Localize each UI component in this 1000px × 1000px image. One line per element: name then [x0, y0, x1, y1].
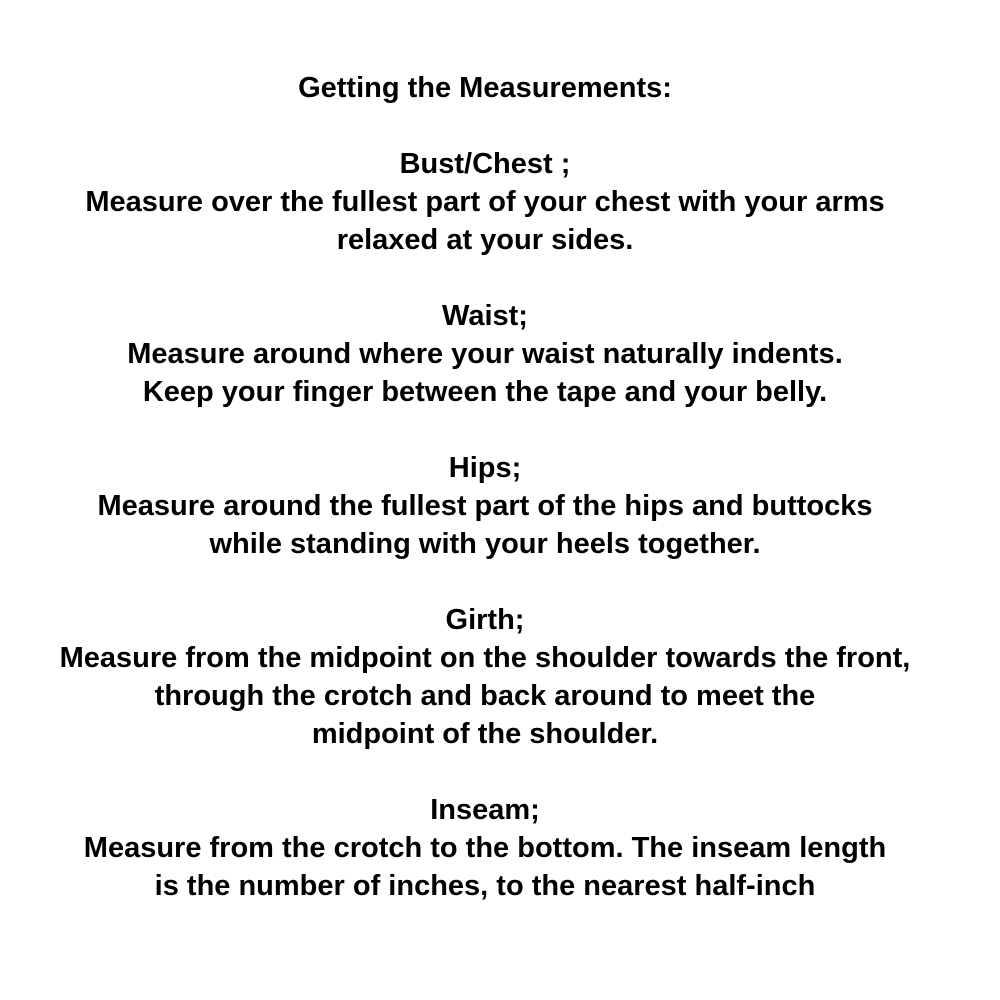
section-text-line: Measure around where your waist naturally indents.	[127, 338, 843, 370]
page-title: Getting the Measurements:	[298, 72, 672, 104]
section-text-line: Keep your finger between the tape and your belly.	[142, 376, 828, 408]
section-heading-waist: Waist;	[442, 300, 528, 332]
section-heading-girth: Girth;	[445, 604, 525, 636]
section-text-line: Measure from the crotch to the bottom. The inseam length	[83, 832, 887, 864]
section-text-line: through the crotch and back around to meet the	[154, 680, 816, 712]
section-text-line: Measure from the midpoint on the shoulder towards the front,	[59, 642, 911, 674]
section-heading-hips: Hips;	[448, 452, 522, 484]
section-text-line: Measure over the fullest part of your chest with your arms	[85, 186, 885, 218]
section-text-line: Measure around the fullest part of the hips and buttocks	[97, 490, 873, 522]
section-text-line: is the number of inches, to the nearest half-inch	[154, 870, 816, 902]
section-text-line: midpoint of the shoulder.	[311, 718, 659, 750]
section-heading-inseam: Inseam;	[430, 794, 540, 826]
section-text-line: relaxed at your sides.	[336, 224, 634, 256]
section-text-line: while standing with your heels together.	[209, 528, 761, 560]
section-heading-bust: Bust/Chest ;	[399, 148, 571, 180]
